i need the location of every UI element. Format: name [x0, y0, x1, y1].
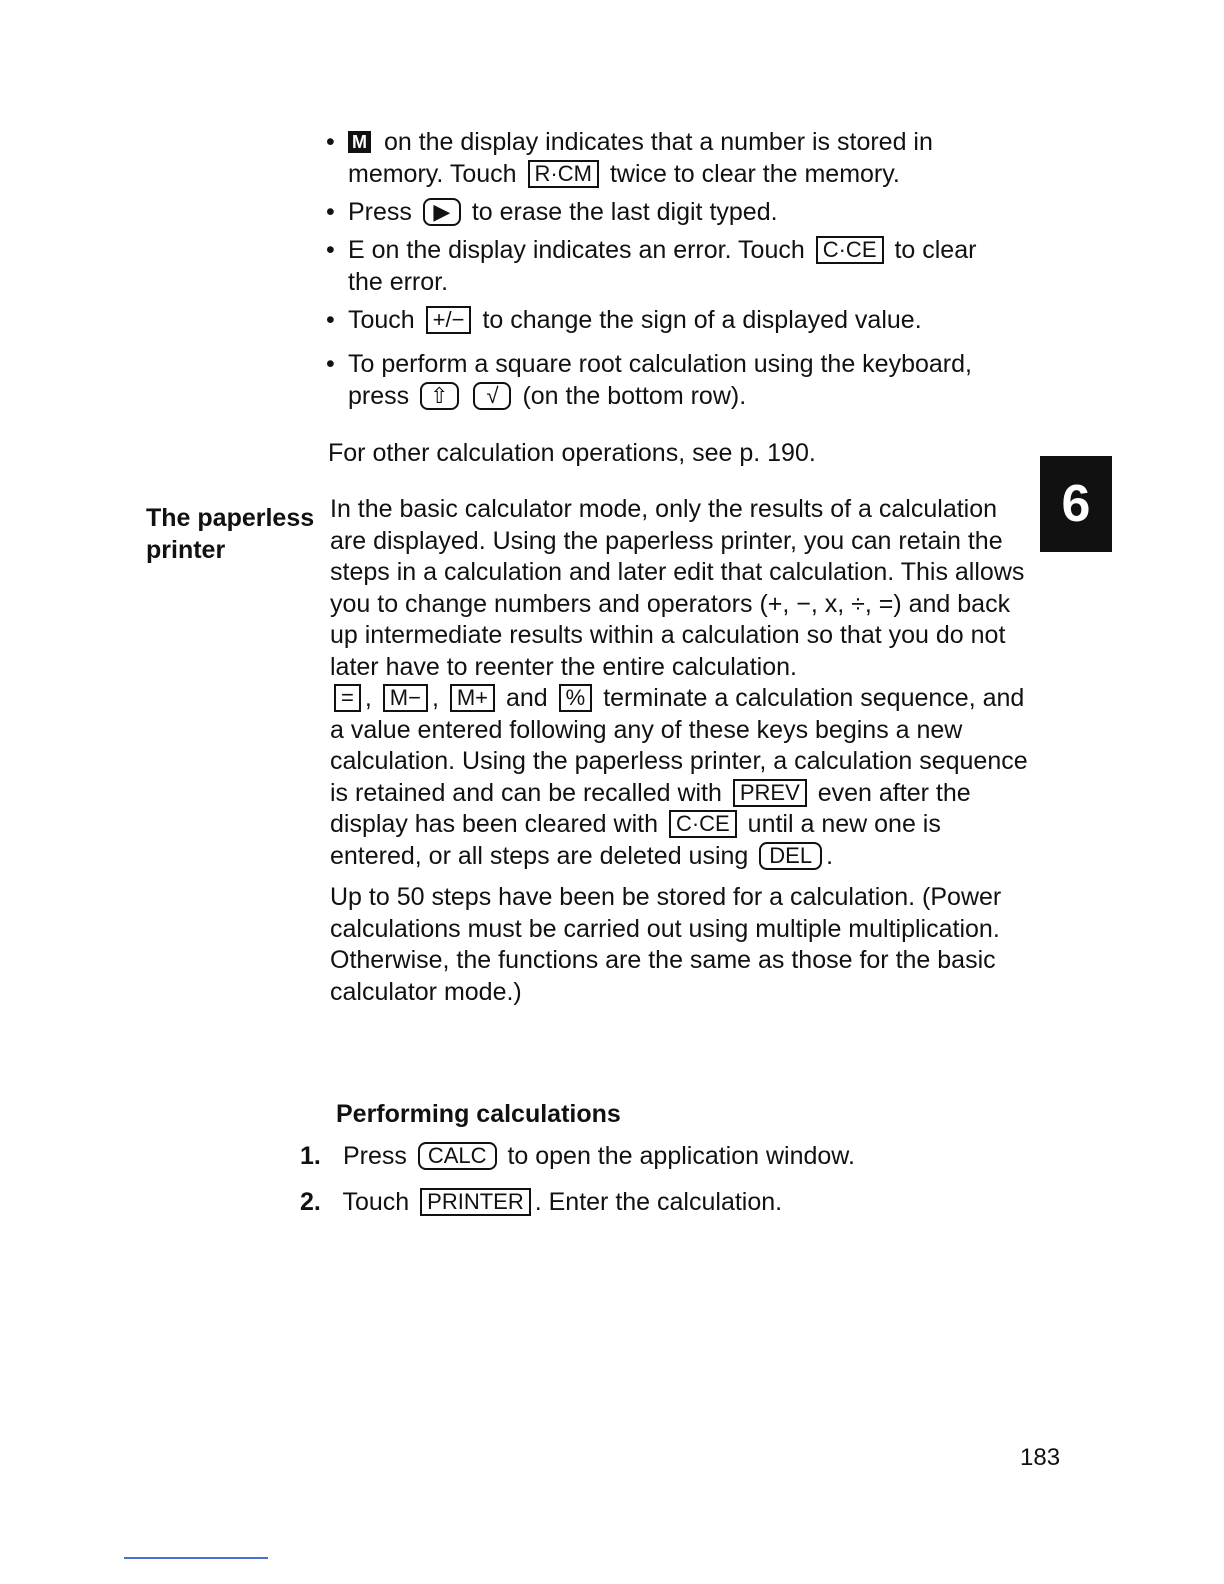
list-item	[326, 348, 1016, 412]
bullet-dot: •	[326, 306, 335, 334]
paragraph	[330, 683, 1030, 872]
step-text: Touch	[342, 1188, 410, 1216]
bullet-text: Touch	[348, 306, 415, 334]
step-item	[300, 1186, 855, 1218]
calc-key: CALC	[418, 1142, 497, 1170]
bullet-dot: •	[326, 236, 335, 264]
list-item	[326, 304, 1016, 336]
footer-rule	[124, 1557, 268, 1559]
conjunction: and	[506, 684, 548, 712]
bullet-text: to clear the error.	[348, 236, 977, 296]
see-also-text: For other calculation operations, see p. 190.	[328, 439, 816, 467]
separator: ,	[431, 684, 439, 712]
cce-key: C·CE	[816, 236, 884, 264]
bullet-text: twice to clear the memory.	[609, 160, 900, 188]
paragraph: In the basic calculator mode, only the results of a calculation are displayed. Using the paperless printer, you can retain the steps in a calculation and later edit that calculation. This allows you to change numbers and operators (+, −, x, ÷, =) and back up intermediate results within a calculation so that you do not later have to reenter the entire calculation.	[330, 495, 1025, 681]
step-item	[300, 1140, 855, 1172]
bullet-dot: •	[326, 128, 335, 156]
printer-key: PRINTER	[420, 1188, 531, 1216]
section-body	[330, 494, 1030, 1008]
section-heading: The paperless printer	[146, 504, 315, 564]
paragraph-text: terminate a calculation sequence, and a value entered following any of these keys begins a new calculation. Using the paperless printer, a calculation sequence is retained and can be recalled with	[330, 684, 1028, 807]
bullet-text: Press	[348, 198, 412, 226]
memory-plus-key: M+	[450, 684, 495, 712]
bullet-dot: •	[326, 350, 335, 378]
list-item	[326, 234, 1016, 298]
bullet-text: on the display indicates that a number is stored in memory. Touch	[348, 128, 933, 188]
equals-key: =	[334, 684, 361, 712]
shift-key-icon: ⇧	[420, 382, 458, 410]
paragraph: Up to 50 steps have been be stored for a calculation. (Power calculations must be carried out using multiple multiplication. Otherwise, the functions are the same as those for the basic calculator mode.)	[330, 883, 1002, 1006]
percent-key: %	[559, 684, 593, 712]
chapter-tab: 6	[1040, 456, 1112, 552]
bullet-dot: •	[326, 198, 335, 226]
step-number: 2.	[300, 1188, 321, 1216]
bullet-text: (on the bottom row).	[522, 382, 747, 410]
step-text: Press	[342, 1142, 407, 1170]
paragraph-text: until a new one is entered, or all steps are deleted using	[330, 810, 941, 870]
step-text: . Enter the calculation.	[534, 1188, 783, 1216]
page-number: 183	[1020, 1444, 1061, 1471]
list-item	[326, 196, 1016, 228]
bullet-text: To perform a square root calculation using the keyboard, press	[348, 350, 972, 410]
paragraph-text: .	[826, 841, 834, 870]
bullet-text: E on the display indicates an error. Touch	[348, 236, 805, 264]
delete-key: DEL	[759, 842, 822, 870]
rcm-key: R·CM	[528, 160, 599, 188]
separator: ,	[364, 684, 372, 712]
prev-key: PREV	[733, 779, 807, 807]
subsection-heading: Performing calculations	[336, 1100, 621, 1128]
backspace-key-icon: ▶	[423, 198, 461, 226]
sign-key: +/−	[426, 306, 472, 334]
steps-list	[300, 1140, 855, 1232]
tips-list	[326, 126, 1016, 418]
bullet-text: to erase the last digit typed.	[471, 198, 778, 226]
step-number: 1.	[300, 1142, 321, 1170]
bullet-text: to change the sign of a displayed value.	[482, 306, 922, 334]
square-root-key-icon: √	[473, 382, 511, 410]
step-text: to open the application window.	[507, 1142, 855, 1170]
memory-indicator-icon: M	[348, 131, 371, 153]
cce-key: C·CE	[669, 810, 737, 838]
paragraph-text: even after the display has been cleared with	[330, 778, 971, 838]
memory-minus-key: M−	[383, 684, 428, 712]
list-item	[326, 126, 1016, 190]
